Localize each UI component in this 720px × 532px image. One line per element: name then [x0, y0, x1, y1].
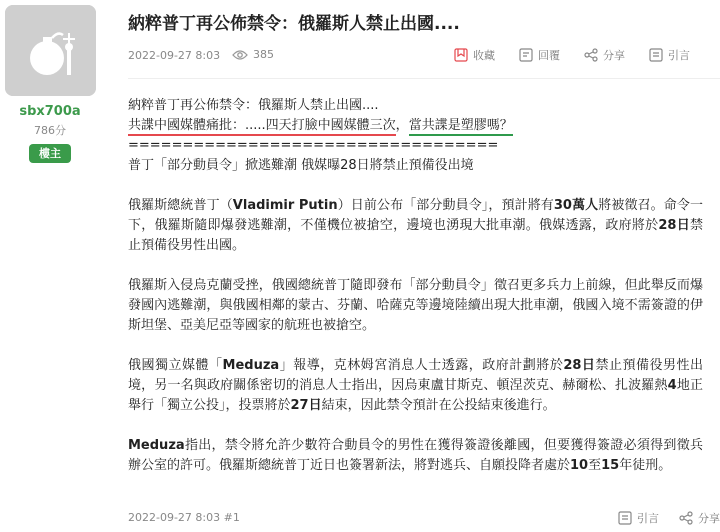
body-line: 納粹普丁再公佈禁令：俄羅斯人禁止出國.... [128, 98, 379, 113]
reply-button[interactable] [519, 47, 560, 63]
text-span: 俄羅斯總統普丁（ [128, 198, 233, 213]
view-count [232, 48, 274, 61]
post-footer [128, 510, 720, 526]
text-span: 4 [667, 378, 677, 393]
quote-icon [649, 48, 663, 62]
post-main [112, 0, 720, 532]
share-icon [584, 48, 598, 62]
text-span: 15 [601, 458, 620, 473]
bomb-icon [5, 5, 96, 96]
footer-share-label: 分享 [698, 512, 720, 525]
text-span: ）日前公布「部分動員令」，預計將有 [337, 198, 554, 213]
post-timestamp: 2022-09-27 8:03 [128, 49, 221, 62]
op-badge: 樓主 [29, 144, 71, 163]
reply-label: 回覆 [538, 49, 560, 62]
username[interactable]: sbx700a [19, 104, 81, 119]
favorite-label: 收藏 [473, 49, 495, 62]
separator-line: ================================== [128, 138, 499, 153]
comma: ， [395, 118, 409, 133]
text-span: 年徒刑。 [619, 458, 672, 473]
text-span: 10 [570, 458, 589, 473]
paragraph [128, 196, 703, 256]
text-span: 禁止預備役男性出國。 [128, 218, 703, 253]
post-meta [128, 46, 720, 66]
paragraph [128, 436, 703, 476]
quote-label: 引言 [668, 49, 690, 62]
text-span: 28日 [563, 358, 596, 373]
reply-icon [519, 48, 533, 62]
footer-timestamp[interactable]: 2022-09-27 8:03 #1 [128, 511, 240, 524]
text-span: Vladimir Putin [232, 198, 338, 213]
text-span: 將被徵召。命令一下，俄羅斯隨即爆發逃難潮，不僅機位被搶空，邊境也湧現大批車潮。俄媒透露，政府將於 [128, 198, 703, 233]
share-button[interactable] [584, 47, 625, 63]
body-line [128, 116, 703, 136]
text-span: 禁止預備役男性出境，另一名與政府關係密切的消息人士指出，因烏東盧甘斯克、頓涅茨克、赫爾松、扎波羅熱 [128, 358, 703, 393]
user-panel [0, 0, 112, 532]
paragraph [128, 356, 703, 416]
footer-share-button[interactable] [679, 510, 720, 526]
text-span: 」報導，克林姆宮消息人士透露，政府計劃將於 [279, 358, 564, 373]
eye-icon [232, 49, 248, 61]
post-body [128, 96, 703, 476]
quote-icon [618, 511, 632, 525]
paragraph: 俄羅斯入侵烏克蘭受挫，俄國總統普丁隨即發布「部分動員令」徵召更多兵力上前線，但此舉反而爆發國內逃難潮，與俄國相鄰的蒙古、芬蘭、哈薩克等邊境陸續出現大批車潮，俄國入境不需簽證的伊斯坦堡、亞美尼亞等國家的航班也被搶空。 [128, 278, 703, 333]
red-underlined-text: 共諜中國媒體痛批：.....四天打臉中國媒體三次 [128, 118, 396, 136]
post-actions [454, 47, 690, 63]
share-icon [679, 511, 693, 525]
text-span: 30萬人 [553, 198, 599, 213]
view-count-value: 385 [253, 48, 274, 61]
text-span: Meduza [128, 438, 185, 453]
bookmark-icon [454, 48, 468, 62]
user-score: 786分 [34, 124, 66, 137]
quote-button[interactable] [649, 47, 690, 63]
text-span: 俄國獨立媒體「 [128, 358, 223, 373]
green-underlined-text: 當共諜是塑膠嗎？ [409, 118, 513, 136]
footer-actions [618, 510, 720, 526]
share-label: 分享 [603, 49, 625, 62]
favorite-button[interactable] [454, 47, 495, 63]
text-span: 地正舉行「獨立公投」，投票將於 [128, 378, 703, 413]
text-span: 至 [588, 458, 602, 473]
text-span: 結束，因此禁令預計在公投結束後進行。 [321, 398, 556, 413]
text-span: 指出，禁令將允許少數符合動員令的男性在獲得簽證後離國，但要獲得簽證必須得到徵兵辦公室的許可。俄羅斯總統普丁近日也簽署新法，將對逃兵、自願投降者處於 [128, 438, 703, 473]
post-title: 納粹普丁再公佈禁令：俄羅斯人禁止出國.... [128, 14, 460, 34]
text-span: 27日 [290, 398, 322, 413]
divider [128, 78, 720, 79]
avatar[interactable] [5, 5, 96, 96]
text-span: Meduza [222, 358, 280, 373]
body-line: 普丁「部分動員令」掀逃難潮 俄媒曝28日將禁止預備役出境 [128, 158, 474, 173]
text-span: 28日 [658, 218, 690, 233]
footer-quote-label: 引言 [637, 512, 659, 525]
footer-quote-button[interactable] [618, 510, 659, 526]
